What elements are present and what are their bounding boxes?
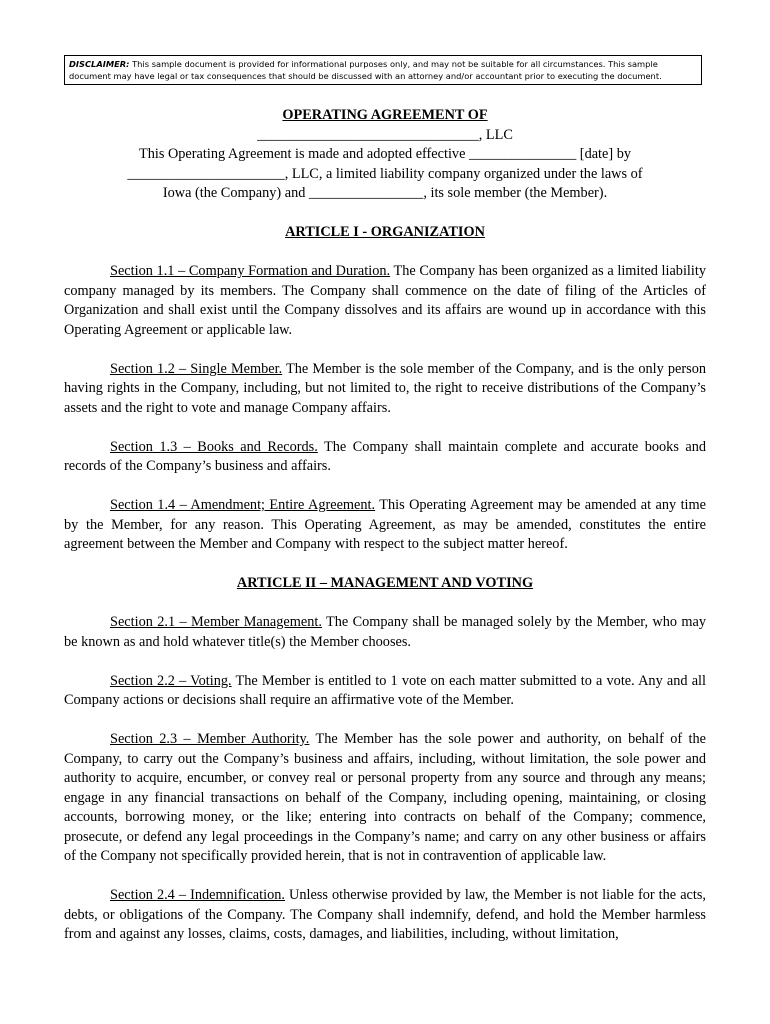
- section-1-4: [64, 496, 706, 555]
- section-2-1: [64, 613, 706, 652]
- section-1-2: [64, 360, 706, 419]
- company-name-line: _______________________________, LLC: [257, 126, 513, 143]
- disclaimer-label: DISCLAIMER:: [69, 59, 130, 69]
- article-heading: ARTICLE II – MANAGEMENT AND VOTING: [236, 575, 534, 591]
- section-title: Section 1.3 – Books and Records.: [110, 438, 318, 455]
- section-title: Section 2.2 – Voting.: [110, 672, 232, 689]
- section-body: The Member is the sole member of the Company, and is the only person having rights in the Company, including, but not limited to, the right to receive distributions of the Company’s assets and the right to vote and manage Company affairs.: [64, 360, 706, 416]
- section-1-3: [64, 438, 706, 477]
- intro-line-2: This Operating Agreement is made and adopted effective _______________ [date] by: [138, 146, 632, 162]
- section-body: Unless otherwise provided by law, the Member is not liable for the acts, debts, or obligations of the Company. The Company shall indemnify, defend, and hold the Member harmless from and against any losses, claims, costs, damages, and liabilities, including, without limitation,: [64, 887, 706, 942]
- section-body: The Company shall maintain complete and accurate books and records of the Company’s business and affairs.: [64, 438, 706, 474]
- section-body: The Company shall be managed solely by the Member, who may be known as and hold whatever title(s) the Member chooses.: [64, 614, 706, 650]
- section-title: Section 2.3 – Member Authority.: [110, 731, 310, 747]
- article-heading: ARTICLE I - ORGANIZATION: [285, 224, 485, 240]
- section-2-3: [64, 730, 706, 867]
- intro-line-3: ______________________, LLC, a limited liability company organized under the laws of: [127, 165, 643, 182]
- section-2-2: [64, 672, 706, 711]
- disclaimer-box: [64, 55, 702, 85]
- disclaimer-text: This sample document is provided for informational purposes only, and may not be suitable for all circumstances. This sample document may have legal or tax consequences that should be discussed with an attorney and/or accountant prior to executing the document.: [69, 59, 662, 81]
- section-title: Section 1.4 – Amendment; Entire Agreement.: [110, 497, 376, 513]
- section-2-4: [64, 886, 706, 945]
- section-1-1: [64, 262, 706, 340]
- section-title: Section 2.4 – Indemnification.: [110, 887, 285, 903]
- section-body: The Member has the sole power and authority, on behalf of the Company, to carry out the Company’s business and affairs, including, without limitation, the sole power and authority to acquire, encumber, or convey real or personal property from any source and through any means; engage in any financial transactions on behalf of the Company, including opening, maintaining, or closing accounts, borrowing money, or the like; entering into contracts on behalf of the Company; commence, prosecute, or defend any legal proceedings in the Company’s name; and carry on any other business or affairs of the Company not specifically provided herein, that is not in contravention of applicable law.: [64, 731, 707, 864]
- section-body: The Member is entitled to 1 vote on each matter submitted to a vote. Any and all Company actions or decisions shall require an affirmative vote of the Member.: [64, 672, 706, 708]
- section-title: Section 1.2 – Single Member.: [110, 360, 283, 377]
- section-title: Section 1.1 – Company Formation and Duration.: [110, 263, 391, 279]
- section-body: The Company has been organized as a limited liability company managed by its members. The Company shall commence on the date of filing of the Articles of Organization and shall exist until the Company dissolves and its affairs are wound up in accordance with this Operating Agreement or applicable law.: [64, 263, 706, 338]
- intro-line-4: Iowa (the Company) and ________________, its sole member (the Member).: [162, 185, 608, 201]
- section-title: Section 2.1 – Member Management.: [110, 614, 322, 630]
- agreement-body: [64, 106, 706, 964]
- document-title: OPERATING AGREEMENT OF: [282, 107, 488, 123]
- section-body: This Operating Agreement may be amended at any time by the Member, for any reason. This Operating Agreement, as may be amended, constitutes the entire agreement between the Member and Company with respect to the subject matter hereof.: [64, 497, 706, 552]
